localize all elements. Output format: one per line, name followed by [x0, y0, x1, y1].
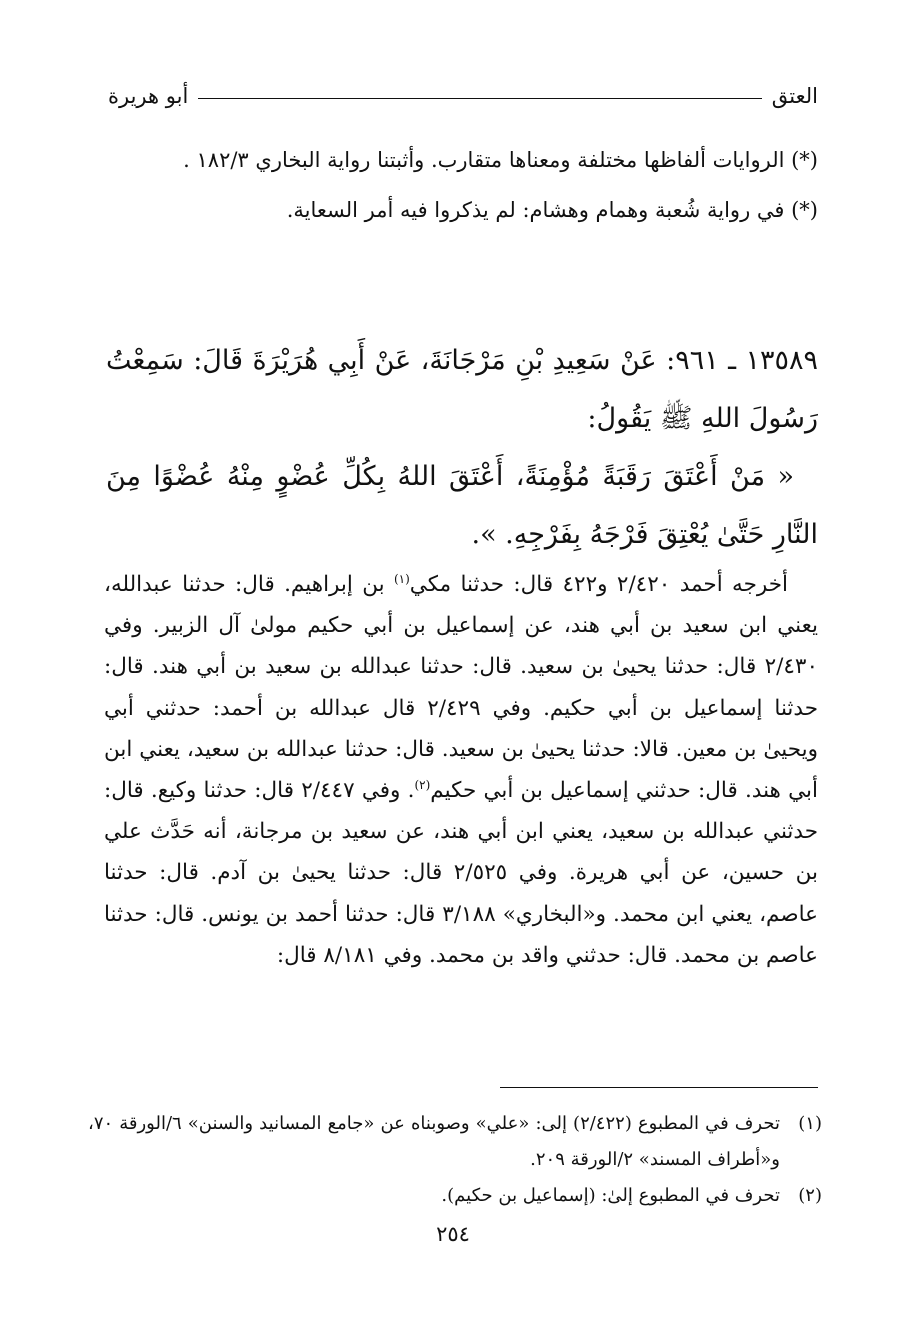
footnote-text: تحرف في المطبوع إلىٰ: (إسماعيل بن حكيم). — [441, 1185, 780, 1206]
top-note: (*) الروايات ألفاظها مختلفة ومعناها متقارب. وأثبتنا رواية البخاري ١٨٢/٣ . — [183, 148, 818, 172]
footnote-text: تحرف في المطبوع (٢/٤٢٢) إلى: «علي» وصوبناه عن «جامع المسانيد والسنن» ٦/الورقة ٧٠، و«أطراف المسند» ٢/الورقة ٢٠٩. — [88, 1113, 780, 1170]
footnote-number: (١) — [798, 1113, 822, 1134]
footnote-reference[interactable]: (١) — [393, 571, 410, 586]
takhrij-paragraph — [104, 564, 818, 976]
header-chapter-title: العتق — [771, 84, 818, 108]
takhrij-part: بن إبراهيم. قال: حدثنا عبدالله، يعني ابن سعيد بن أبي هند، عن إسماعيل بن أبي حكيم مولىٰ آل الزبير. وفي ٢/٤٣٠ قال: حدثنا يحيىٰ بن سعيد. قال: حدثنا عبدالله بن سعيد بن أبي هند. قال: حدثنا إسماعيل بن أبي حكيم. وفي ٢/٤٢٩ قال عبدالله بن أحمد: حدثني أبي ويحيىٰ بن معين. قالا: حدثنا يحيىٰ بن سعيد. قال: حدثنا عبدالله بن سعيد، يعني ابن أبي هند. قال: حدثني إسماعيل بن أبي حكيم — [104, 572, 818, 804]
footnote-separator — [500, 1087, 818, 1088]
hadith-isnad: ١٣٥٨٩ ـ ٩٦١: عَنْ سَعِيدِ بْنِ مَرْجَانَةَ، عَنْ أَبِي هُرَيْرَةَ قَالَ: سَمِعْتُ رَسُولَ اللهِ ﷺ يَقُولُ: — [106, 345, 818, 434]
takhrij-part: . وفي ٢/٤٤٧ قال: حدثنا وكيع. قال: حدثني عبدالله بن سعيد، يعني ابن أبي هند، عن سعيد بن مرجانة، أنه حَدَّث علي بن حسين، عن أبي هريرة. وفي ٢/٥٢٥ قال: حدثنا يحيىٰ بن آدم. قال: حدثنا عاصم، يعني ابن محمد. و«البخاري» ٣/١٨٨ قال: حدثنا أحمد بن يونس. قال: حدثنا عاصم بن محمد. قال: حدثني واقد بن محمد. وفي ٨/١٨١ قال: — [104, 778, 818, 968]
running-header — [108, 86, 818, 107]
header-rule — [198, 98, 761, 99]
footnote-number: (٢) — [798, 1185, 822, 1206]
hadith-matn: « مَنْ أَعْتَقَ رَقَبَةً مُؤْمِنَةً، أَعْتَقَ اللهُ بِكُلِّ عُضْوٍ مِنْهُ عُضْوًا مِنَ النَّارِ حَتَّىٰ يُعْتِقَ فَرْجَهُ بِفَرْجِهِ. ». — [106, 461, 818, 550]
header-narrator-title: أبو هريرة — [108, 84, 189, 108]
footnote-reference[interactable]: (٢) — [414, 777, 431, 792]
takhrij-part: أخرجه أحمد ٢/٤٢٠ و٤٢٢ قال: حدثنا مكي — [409, 572, 788, 597]
top-note: (*) في رواية شُعبة وهمام وهشام: لم يذكروا فيه أمر السعاية. — [286, 198, 818, 222]
hadith-text — [106, 332, 818, 564]
page-number: ٢٥٤ — [436, 1222, 470, 1246]
takhrij-text — [104, 564, 818, 976]
footnote — [88, 1178, 822, 1214]
footnote — [88, 1106, 822, 1178]
top-notes — [110, 140, 818, 230]
footnotes — [88, 1106, 822, 1214]
